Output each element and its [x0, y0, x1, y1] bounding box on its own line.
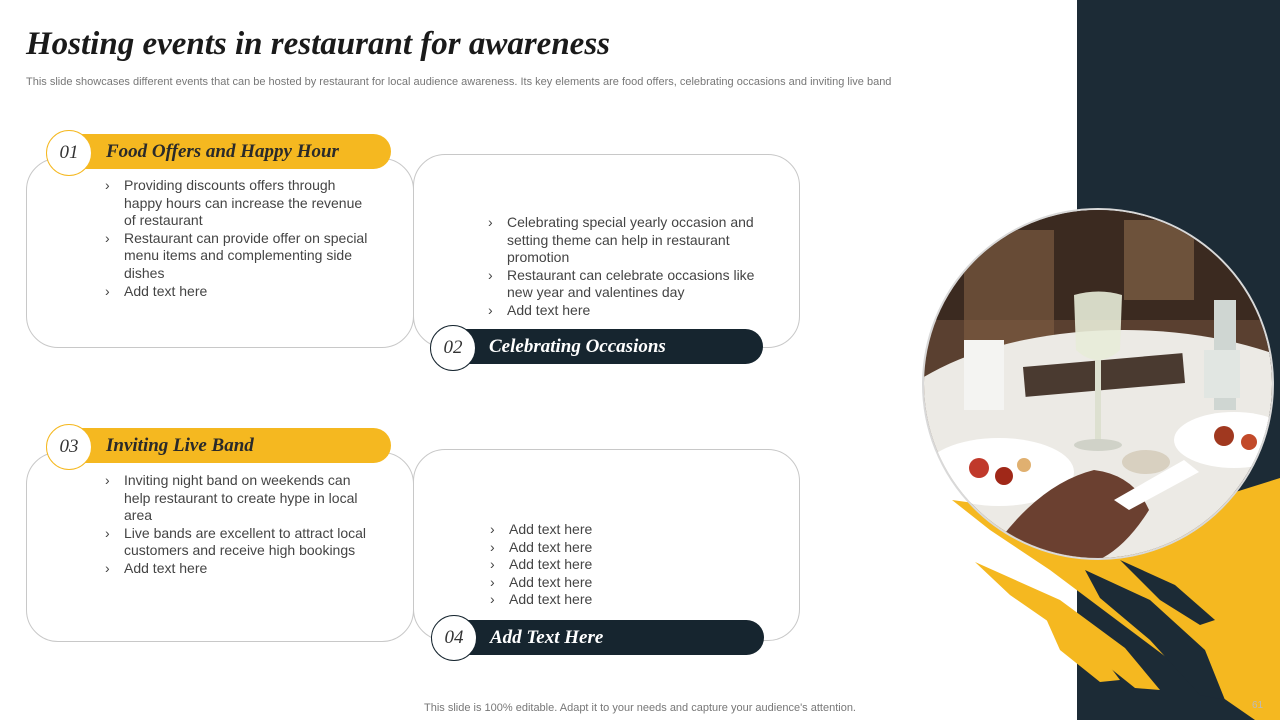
event-number-02: 02	[430, 325, 476, 371]
list-item: › Add text here	[104, 283, 374, 301]
event-number-03: 03	[46, 424, 92, 470]
list-item: › Add text here	[489, 574, 749, 592]
list-item: › Add text here	[487, 302, 759, 320]
event-bullets-01	[104, 177, 374, 300]
page-subtitle: This slide showcases different events that can be hosted by restaurant for local audience awareness. Its key elements are food offers, celebrating occasions and inviting live band	[26, 76, 892, 88]
event-bullets-03	[104, 472, 374, 578]
list-item: › Celebrating special yearly occasion and setting theme can help in restaurant promotion	[487, 214, 759, 267]
list-item: › Add text here	[489, 539, 749, 557]
list-item: › Add text here	[489, 591, 749, 609]
event-heading-01: Food Offers and Happy Hour	[66, 134, 391, 169]
list-item: › Add text here	[489, 556, 749, 574]
list-item: › Providing discounts offers through happy hours can increase the revenue of restaurant	[104, 177, 374, 230]
event-heading-04: Add Text Here	[450, 620, 764, 655]
event-heading-03: Inviting Live Band	[66, 428, 391, 463]
event-number-01: 01	[46, 130, 92, 176]
event-heading-02: Celebrating Occasions	[449, 329, 763, 364]
event-bullets-04	[489, 521, 749, 609]
footer-note: This slide is 100% editable. Adapt it to your needs and capture your audience's attention.	[424, 702, 856, 714]
list-item: › Inviting night band on weekends can help restaurant to create hype in local area	[104, 472, 374, 525]
list-item: › Add text here	[104, 560, 374, 578]
list-item: › Restaurant can celebrate occasions like new year and valentines day	[487, 267, 759, 302]
list-item: › Restaurant can provide offer on special menu items and complementing side dishes	[104, 230, 374, 283]
list-item: › Live bands are excellent to attract local customers and receive high bookings	[104, 525, 374, 560]
page-number: 61	[1252, 700, 1264, 711]
page-title: Hosting events in restaurant for awareness	[26, 26, 611, 62]
restaurant-table-photo	[922, 208, 1274, 560]
event-bullets-02	[487, 214, 759, 320]
event-number-04: 04	[431, 615, 477, 661]
list-item: › Add text here	[489, 521, 749, 539]
